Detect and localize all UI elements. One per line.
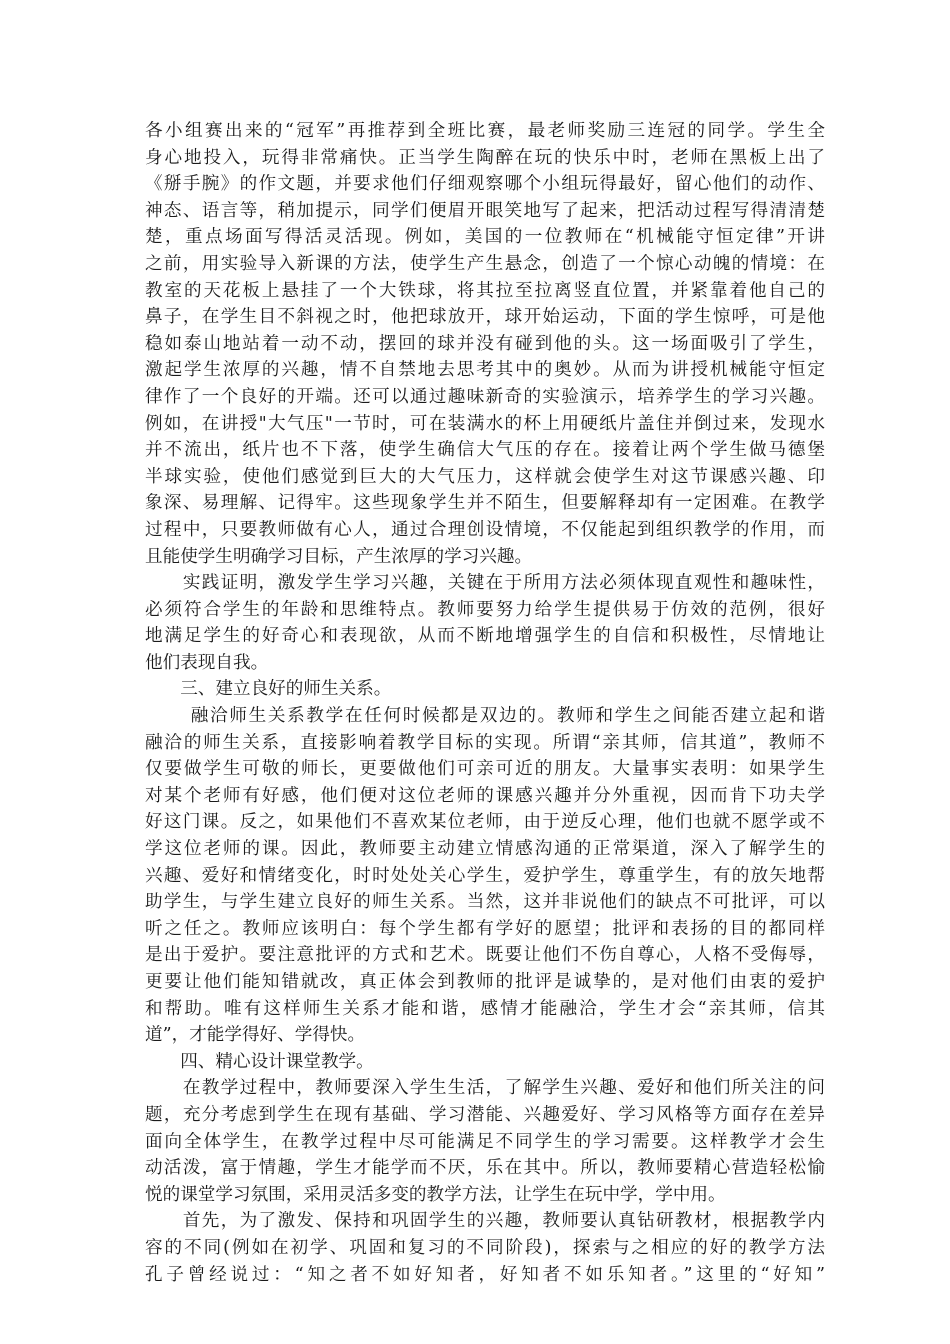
text-line: 在教学过程中，教师要深入学生生活，了解学生兴趣、爱好和他们所关注的问 [145,1078,825,1099]
text-line: 楚，重点场面写得活灵活现。例如，美国的一位教师在“机械能守恒定律”开讲 [145,227,825,248]
text-line: 兴趣、爱好和情绪变化，时时处处关心学生，爱护学生，尊重学生，有的放矢地帮 [145,865,825,886]
text-line: 融洽师生关系教学在任何时候都是双边的。教师和学生之间能否建立起和谐 [145,706,825,727]
text-line: 律作了一个良好的开端。还可以通过趣味新奇的实验演示，培养学生的学习兴趣。 [145,386,825,407]
text-line: 《掰手腕》的作文题，并要求他们仔细观察哪个小组玩得最好，留心他们的动作、 [145,174,825,195]
text-line: 融洽的师生关系，直接影响着教学目标的实现。所谓“亲其师，信其道”，教师不 [145,732,825,753]
text-line: 过程中，只要教师做有心人，通过合理创设情境，不仅能起到组织教学的作用，而 [145,519,825,540]
text-line: 半球实验，使他们感觉到巨大的大气压力，这样就会使学生对这节课感兴趣、印 [145,466,825,487]
text-line: 更要让他们能知错就改，真正体会到教师的批评是诚挚的，是对他们由衷的爱护 [145,972,825,992]
text-line: 和帮助。唯有这样师生关系才能和谐，感情才能融洽，学生才会“亲其师，信其 [145,998,825,1019]
text-line: 悦的课堂学习氛围，采用灵活多变的教学方法，让学生在玩中学，学中用。 [145,1184,726,1205]
text-line: 动活泼，富于情趣，学生才能学而不厌，乐在其中。所以，教师要精心营造轻松愉 [145,1158,825,1179]
text-line: 题，充分考虑到学生在现有基础、学习潜能、兴趣爱好、学习风格等方面存在差异 [145,1104,825,1125]
text-line: 激起学生浓厚的兴趣，情不自禁地去思考其中的奥妙。从而为讲授机械能守恒定 [145,360,825,381]
text-line: 教室的天花板上悬挂了一个大铁球，将其拉至拉离竖直位置，并紧靠着他自己的 [145,280,825,301]
text-line: 助学生，与学生建立良好的师生关系。当然，这并非说他们的缺点不可批评，可以 [145,892,825,913]
text-line: 实践证明，激发学生学习兴趣，关键在于所用方法必须体现直观性和趣味性， [145,573,825,594]
text-line: 象深、易理解、记得牢。这些现象学生并不陌生，但要解释却有一定困难。在教学 [145,493,825,514]
text-line: 首先，为了激发、保持和巩固学生的兴趣，教师要认真钻研教材，根据教学内 [145,1211,825,1232]
text-line: 稳如泰山地站着一动不动，摆回的球并没有碰到他的头。这一场面吸引了学生， [145,333,825,354]
text-line: 鼻子，在学生目不斜视之时，他把球放开，球开始运动，下面的学生惊呼，可是他 [145,307,825,328]
text-line: 神态、语言等，稍加提示，同学们便眉开眼笑地写了起来，把活动过程写得清清楚 [145,200,825,221]
body-text [145,118,825,1288]
text-line: 之前，用实验导入新课的方法，使学生产生悬念，创造了一个惊心动魄的情境：在 [145,253,825,274]
text-line: 仅要做学生可敬的师长，更要做他们可亲可近的朋友。大量事实表明：如果学生 [145,759,825,780]
text-line: 例如，在讲授"大气压"一节时，可在装满水的杯上用硬纸片盖住并倒过来，发现水 [145,413,825,434]
text-line: 学这位老师的课。因此，教师要主动建立情感沟通的正常渠道，深入了解学生的 [145,839,825,860]
text-line: 且能使学生明确学习目标，产生浓厚的学习兴趣。 [145,546,533,567]
text-line: 好这门课。反之，如果他们不喜欢某位老师，由于逆反心理，他们也就不愿学或不 [145,812,825,833]
text-line: 道”，才能学得好、学得快。 [145,1025,366,1046]
text-line: 三、建立良好的师生关系。 [145,679,392,700]
text-line: 身心地投入，玩得非常痛快。正当学生陶醉在玩的快乐中时，老师在黑板上出了 [145,147,825,168]
text-line: 是出于爱护。要注意批评的方式和艺术。既要让他们不伤自尊心，人格不受侮辱， [145,945,825,966]
text-line: 必须符合学生的年龄和思维特点。教师要努力给学生提供易于仿效的范例，很好 [145,599,825,620]
text-line: 各小组赛出来的“冠军”再推荐到全班比赛，最老师奖励三连冠的同学。学生全 [145,121,825,141]
text-line: 对某个老师有好感，他们便对这位老师的课感兴趣并分外重视，因而肯下功夫学 [145,785,825,806]
text-line: 听之任之。教师应该明白：每个学生都有学好的愿望；批评和表扬的目的都同样 [145,918,825,939]
text-line: 孔子曾经说过：“知之者不如好知者，好知者不如乐知者。”这里的“好知” [145,1264,825,1285]
text-line: 容的不同(例如在初学、巩固和复习的不同阶段)，探索与之相应的好的教学方法 [145,1237,825,1258]
text-line: 四、精心设计课堂教学。 [145,1051,374,1072]
text-line: 地满足学生的好奇心和表现欲，从而不断地增强学生的自信和积极性，尽情地让 [145,626,825,647]
text-line: 面向全体学生，在教学过程中尽可能满足不同学生的学习需要。这样教学才会生 [145,1131,825,1152]
text-line: 他们表现自我。 [145,652,269,673]
text-line: 并不流出，纸片也不下落，使学生确信大气压的存在。接着让两个学生做马德堡 [145,440,825,461]
